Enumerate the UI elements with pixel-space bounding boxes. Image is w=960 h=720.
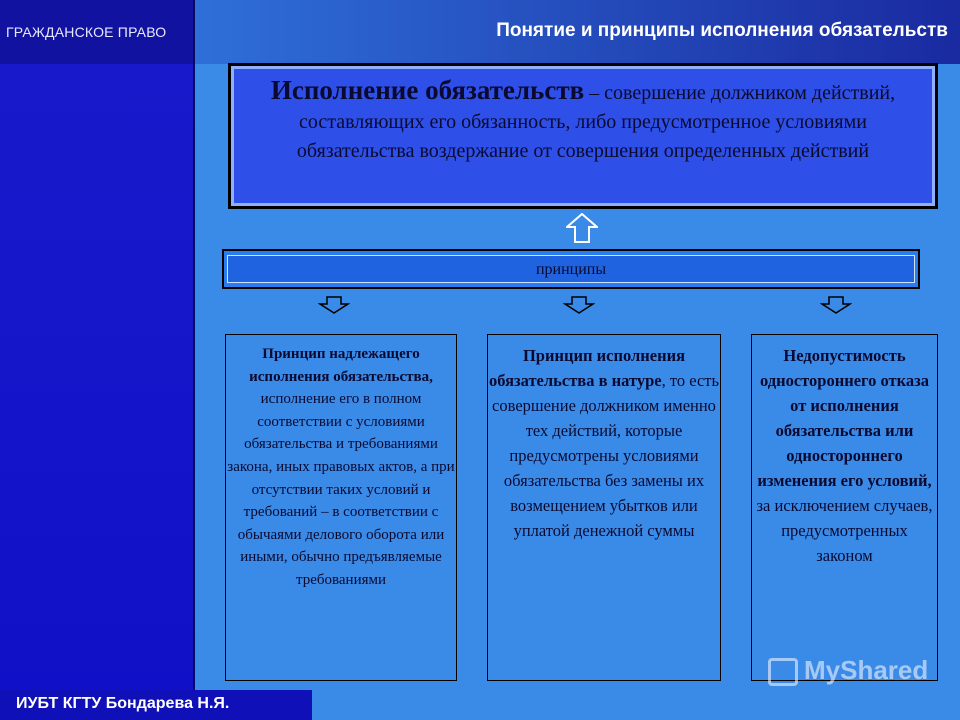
principle-card-proper-performance	[225, 334, 457, 681]
principles-bar	[222, 249, 920, 289]
card-text: за исключением случаев, предусмотренных законом	[756, 496, 933, 565]
definition-term: Исполнение обязательств	[270, 75, 585, 105]
footer-author: ИУБТ КГТУ Бондарева Н.Я.	[16, 695, 230, 712]
definition-text	[241, 76, 925, 166]
slide-title: Понятие и принципы исполнения обязательств	[496, 20, 948, 41]
footer	[0, 690, 312, 720]
watermark	[768, 655, 928, 686]
principles-label: принципы	[227, 255, 915, 283]
sidebar	[0, 0, 193, 720]
principle-card-in-kind	[487, 334, 721, 681]
watermark-text: MyShared	[804, 655, 929, 685]
card-heading: Принцип надлежащего исполнения обязательства,	[249, 346, 433, 385]
card-text: исполнение его в полном соответствии с условиями обязательства и требованиями закона, иных правовых актов, а при отсутствии таких условий и требований – в соответствии с обычаями делового оборота или иными, обычно предъявляемые требованиями	[227, 391, 455, 588]
sidebar-title: ГРАЖДАНСКОЕ ПРАВО	[0, 0, 193, 64]
definition-body: – совершение должником действий, составляющих его обязанность, либо предусмотренное условиями обязательства воздержание от совершения определенных действий	[296, 82, 896, 162]
arrow-down-icon	[820, 296, 852, 314]
arrow-down-icon	[318, 296, 350, 314]
card-heading: Принцип исполнения обязательства в натуре	[488, 346, 686, 390]
arrow-down-icon	[563, 296, 595, 314]
definition-box	[228, 63, 938, 209]
watermark-logo-icon	[768, 658, 798, 686]
header	[195, 0, 960, 64]
principle-card-no-unilateral-refusal	[751, 334, 938, 681]
card-text: , то есть совершение должником именно тех действий, которые предусмотрены условиями обязательства без замены их возмещением убытков или уплатой денежной суммы	[492, 371, 720, 540]
card-heading: Недопустимость одностороннего отказа от исполнения обязательства или одностороннего изменения его условий,	[757, 346, 932, 490]
arrow-up-icon	[566, 213, 598, 243]
sidebar-divider	[193, 0, 195, 720]
